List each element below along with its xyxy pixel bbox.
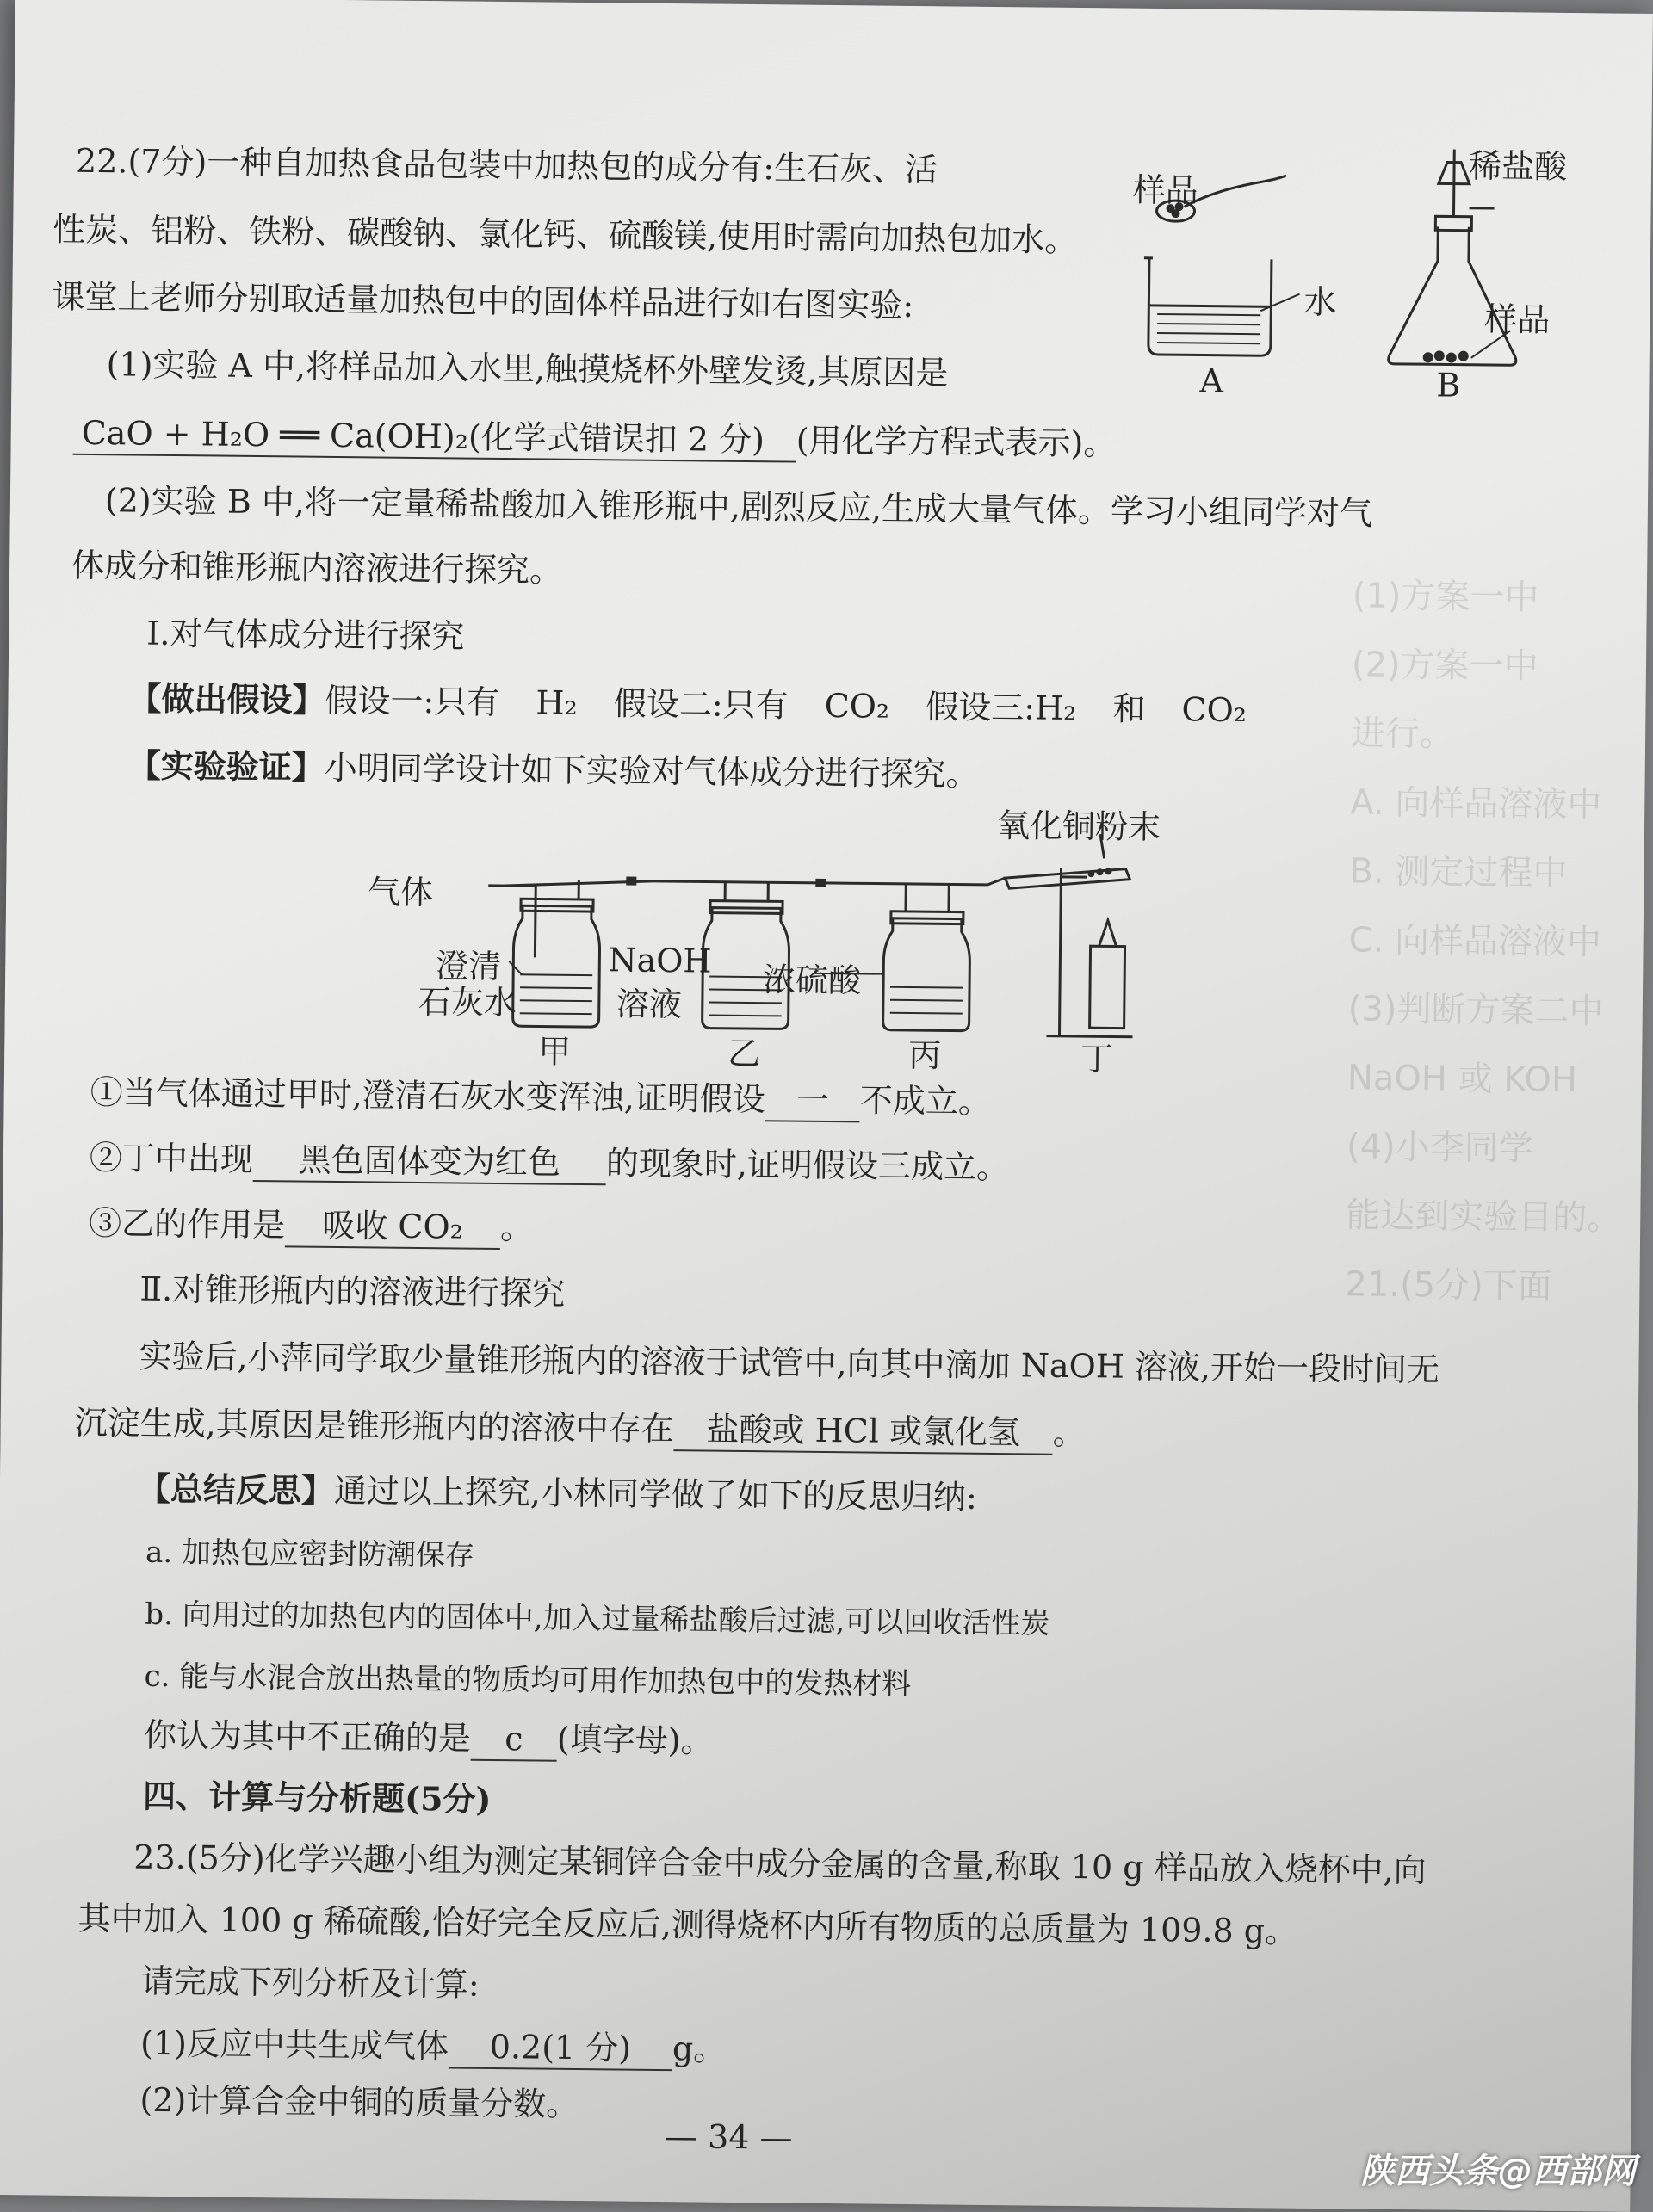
conclusion-3-pre: ③乙的作用是 [88,1204,286,1245]
judge-pre: 你认为其中不正确的是 [143,1715,472,1758]
figure-ab [1130,129,1568,409]
option-c: c. 能与水混合放出热量的物质均可用作加热包中的发热材料 [144,1659,912,1702]
judge-row [144,1716,714,1764]
judge-post: (填字母)。 [556,1720,714,1760]
answer-equation: CaO + H₂O ══ Ca(OH)₂(化学式错误扣 2 分) [72,414,796,462]
conclusion-2-post: 的现象时,证明假设三成立。 [605,1144,1010,1187]
section-1-title: Ⅰ.对气体成分进行探究 [146,614,465,656]
label-limewater-1: 澄清 [436,947,502,986]
answer-gas-mass: 0.2(1 分) [449,2027,672,2070]
summary-row [138,1470,977,1518]
conclusion-2-pre: ②丁中出现 [89,1139,254,1179]
conclusion-3-post: 。 [499,1208,534,1247]
label-b: B [1436,366,1461,405]
section-2-line1: 实验后,小萍同学取少量锥形瓶内的溶液于试管中,向其中滴加 NaOH 溶液,开始一段时间无 [139,1337,1440,1389]
label-a: A [1199,361,1224,400]
hypothesis-text: 假设一:只有 H₂ 假设二:只有 CO₂ 假设三:H₂ 和 CO₂ [325,681,1247,730]
q22-header: 22.(7分)一种自加热食品包装中加热包的成分有:生石灰、活 [75,141,938,189]
answer-incorrect-option: c [471,1720,557,1762]
conclusion-1-post: 不成立。 [859,1081,992,1121]
conclusion-1-pre: ①当气体通过甲时,澄清石灰水变浑浊,证明假设 [90,1073,766,1119]
label-sample-a: 样品 [1132,170,1199,210]
page-number: — 34 — [664,2117,793,2157]
conclusion-1 [90,1073,991,1124]
label-limewater-2: 石灰水 [418,983,517,1023]
site-watermark: 陕西头条@西部网 [1360,2152,1636,2191]
section-2-line2-pre: 沉淀生成,其原因是锥形瓶内的溶液中存在 [74,1403,674,1449]
q23-part1-pre: (1)反应中共生成气体 [139,2024,449,2066]
label-sample-b: 样品 [1483,300,1551,339]
hypothesis-row [128,679,1247,730]
summary-text: 通过以上探究,小林同学做了如下的反思归纳: [333,1472,977,1517]
bleed-through-text: (1)方案一中 (2)方案一中 进行。 A. 向样品溶液中 B. 测定过程中 C. 向样品溶液中 (3)判断方案二中 NaOH 或 KOH (4)小李同学 能达到实验目的。 21.(5分)下面 [1345,576,1622,1307]
answer-equation-tail: (用化学方程式表示)。 [796,421,1117,463]
q22-p2-line2: 体成分和锥形瓶内溶液进行探究。 [71,546,563,590]
label-bing: 丙 [907,1035,942,1075]
q22-line2: 性炭、铝粉、铁粉、碳酸钠、氯化钙、硫酸镁,使用时需向加热包加水。 [52,210,1078,259]
q22-p2-line1: (2)实验 B 中,将一定量稀盐酸加入锥形瓶中,剧烈反应,生成大量气体。学习小组同学对气 [104,481,1373,533]
hypothesis-tag: 【做出假设】 [128,679,325,720]
label-yi: 乙 [727,1034,761,1073]
answer-solute: 盐酸或 HCl 或氯化氢 [673,1410,1052,1455]
figure-apparatus [366,806,1229,1078]
label-naoh-1: NaOH [608,941,712,980]
section-2-line2-post: 。 [1052,1413,1086,1453]
answer-role: 吸收 CO₂ [285,1206,500,1249]
label-gas: 气体 [367,873,434,912]
verification-tag: 【实验验证】 [127,746,325,787]
q23-line1: 23.(5分)化学兴趣小组为测定某铜锌合金中成分金属的含量,称取 10 g 样品放入烧杯中,向 [133,1838,1427,1890]
summary-tag: 【总结反思】 [137,1469,335,1511]
verification-text: 小明同学设计如下实验对气体成分进行探究。 [324,748,979,794]
q22-p1-answer-row [72,414,1116,466]
label-hcl: 稀盐酸 [1468,146,1568,186]
q22-line3: 课堂上老师分别取适量加热包中的固体样品进行如右图实验: [52,277,914,324]
q23-part1 [140,2024,727,2072]
section-4-title: 四、计算与分析题(5分) [142,1776,492,1819]
option-a: a. 加热包应密封防潮保存 [145,1535,475,1573]
label-cuo: 氧化铜粉末 [996,806,1161,847]
q23-part2: (2)计算合金中铜的质量分数。 [139,2080,579,2124]
label-h2so4: 浓硫酸 [762,961,862,1000]
label-jia: 甲 [538,1032,572,1071]
answer-hypothesis: 一 [765,1080,860,1122]
answer-phenomenon: 黑色固体变为红色 [253,1140,606,1185]
section-2-title: Ⅱ.对锥形瓶内的溶液进行探究 [139,1270,566,1313]
verification-row [127,746,978,794]
option-b: b. 向用过的加热包内的固体中,加入过量稀盐酸后过滤,可以回收活性炭 [145,1597,1050,1641]
q23-line2: 其中加入 100 g 稀硫酸,恰好完全反应后,测得烧杯内所有物质的总质量为 109.8 g。 [77,1899,1298,1950]
label-water: 水 [1303,282,1337,322]
q23-line3: 请完成下列分析及计算: [140,1962,480,2004]
section-2-line2 [74,1404,1086,1455]
conclusion-3 [89,1204,534,1250]
label-naoh-2: 溶液 [616,985,683,1024]
q22-p1-question: (1)实验 A 中,将样品加入水里,触摸烧杯外壁发烫,其原因是 [106,345,949,392]
conclusion-2 [90,1139,1010,1189]
label-ding: 丁 [1080,1040,1114,1078]
q23-part1-post: g。 [672,2030,727,2068]
